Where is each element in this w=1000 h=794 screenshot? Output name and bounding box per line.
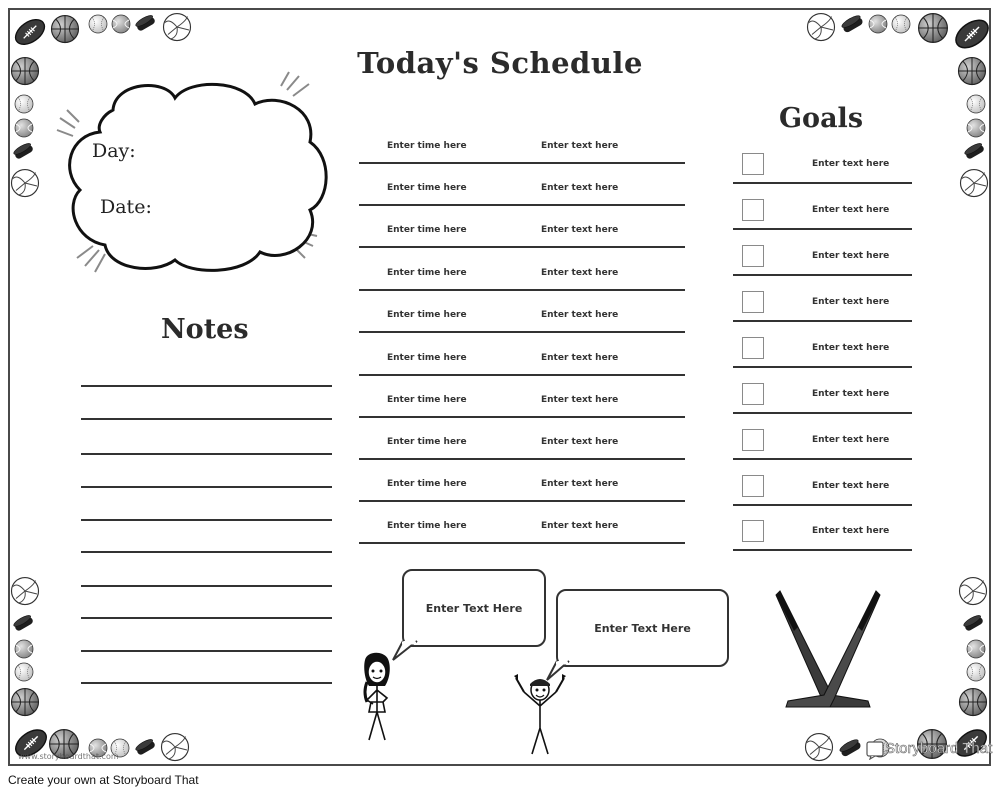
- schedule-time[interactable]: Enter time here: [387, 310, 467, 320]
- baseball-icon: [88, 14, 108, 34]
- schedule-text[interactable]: Enter text here: [541, 183, 619, 193]
- goal-line: [733, 366, 912, 368]
- schedule-row-line: [359, 331, 685, 333]
- hockey-puck-icon: [12, 140, 36, 164]
- left-speech-bubble[interactable]: [402, 569, 546, 647]
- tennis-ball-icon: [14, 639, 34, 659]
- schedule-text[interactable]: Enter text here: [541, 141, 619, 151]
- notes-line[interactable]: [81, 682, 332, 684]
- football-icon: [12, 14, 48, 50]
- schedule-text[interactable]: Enter text here: [541, 479, 619, 489]
- day-label: Day:: [92, 140, 136, 162]
- schedule-text[interactable]: Enter text here: [541, 521, 619, 531]
- tennis-ball-icon: [868, 14, 888, 34]
- goal-text[interactable]: Enter text here: [812, 481, 890, 491]
- basketball-icon: [50, 14, 80, 44]
- schedule-text[interactable]: Enter text here: [541, 353, 619, 363]
- notes-line[interactable]: [81, 551, 332, 553]
- right-speech-bubble[interactable]: [556, 589, 729, 667]
- schedule-text[interactable]: Enter text here: [541, 310, 619, 320]
- hockey-puck-icon: [963, 140, 987, 164]
- schedule-row-line: [359, 246, 685, 248]
- hockey-puck-icon: [840, 12, 866, 38]
- volleyball-icon: [958, 576, 988, 606]
- goal-checkbox[interactable]: [742, 153, 764, 175]
- schedule-row-line: [359, 374, 685, 376]
- baseball-icon: [14, 662, 34, 682]
- goal-checkbox[interactable]: [742, 245, 764, 267]
- volleyball-icon: [959, 168, 989, 198]
- hockey-puck-icon: [962, 612, 986, 636]
- baseball-icon: [891, 14, 911, 34]
- watermark-url: www.storyboardthat.com: [18, 752, 119, 761]
- goal-checkbox[interactable]: [742, 520, 764, 542]
- watermark-brand: Storyboard That: [885, 740, 993, 757]
- notes-line[interactable]: [81, 650, 332, 652]
- schedule-time[interactable]: Enter time here: [387, 268, 467, 278]
- goal-line: [733, 274, 912, 276]
- schedule-row-line: [359, 500, 685, 502]
- tennis-ball-icon: [966, 639, 986, 659]
- goal-line: [733, 504, 912, 506]
- hockey-puck-icon: [838, 736, 864, 762]
- girl-character-icon: [355, 652, 400, 747]
- storyboard-logo-icon: [865, 740, 885, 760]
- baseball-icon: [966, 94, 986, 114]
- volleyball-icon: [804, 732, 834, 762]
- schedule-text[interactable]: Enter text here: [541, 225, 619, 235]
- volleyball-icon: [10, 168, 40, 198]
- schedule-text[interactable]: Enter text here: [541, 268, 619, 278]
- schedule-time[interactable]: Enter time here: [387, 141, 467, 151]
- schedule-text[interactable]: Enter text here: [541, 437, 619, 447]
- notes-line[interactable]: [81, 385, 332, 387]
- volleyball-icon: [160, 732, 190, 762]
- goal-checkbox[interactable]: [742, 291, 764, 313]
- goal-text[interactable]: Enter text here: [812, 297, 890, 307]
- schedule-time[interactable]: Enter time here: [387, 183, 467, 193]
- goal-text[interactable]: Enter text here: [812, 343, 890, 353]
- schedule-row-line: [359, 162, 685, 164]
- footer-credit[interactable]: Create your own at Storyboard That: [8, 773, 199, 787]
- notes-line[interactable]: [81, 585, 332, 587]
- left-bubble-text: Enter Text Here: [425, 601, 523, 615]
- volleyball-icon: [162, 12, 192, 42]
- schedule-row-line: [359, 204, 685, 206]
- hockey-puck-icon: [134, 736, 158, 760]
- schedule-text[interactable]: Enter text here: [541, 395, 619, 405]
- goal-line: [733, 228, 912, 230]
- right-bubble-text: Enter Text Here: [594, 621, 691, 635]
- goal-text[interactable]: Enter text here: [812, 159, 890, 169]
- goal-line: [733, 549, 912, 551]
- schedule-time[interactable]: Enter time here: [387, 479, 467, 489]
- tennis-ball-icon: [14, 118, 34, 138]
- goal-line: [733, 412, 912, 414]
- notes-line[interactable]: [81, 617, 332, 619]
- goals-title: Goals: [779, 103, 864, 134]
- cloud-shape-icon: [55, 70, 345, 285]
- volleyball-icon: [806, 12, 836, 42]
- goal-text[interactable]: Enter text here: [812, 435, 890, 445]
- schedule-row-line: [359, 458, 685, 460]
- goal-text[interactable]: Enter text here: [812, 205, 890, 215]
- hockey-sticks-icon: [772, 585, 884, 715]
- boy-character-icon: [510, 672, 570, 758]
- tennis-ball-icon: [966, 118, 986, 138]
- notes-line[interactable]: [81, 418, 332, 420]
- notes-line[interactable]: [81, 486, 332, 488]
- baseball-icon: [966, 662, 986, 682]
- schedule-time[interactable]: Enter time here: [387, 225, 467, 235]
- tennis-ball-icon: [111, 14, 131, 34]
- hockey-puck-icon: [134, 12, 158, 36]
- notes-line[interactable]: [81, 453, 332, 455]
- notes-line[interactable]: [81, 519, 332, 521]
- schedule-row-line: [359, 289, 685, 291]
- schedule-time[interactable]: Enter time here: [387, 521, 467, 531]
- goal-line: [733, 182, 912, 184]
- volleyball-icon: [10, 576, 40, 606]
- schedule-time[interactable]: Enter time here: [387, 395, 467, 405]
- schedule-time[interactable]: Enter time here: [387, 353, 467, 363]
- goal-line: [733, 320, 912, 322]
- goal-checkbox[interactable]: [742, 429, 764, 451]
- goal-checkbox[interactable]: [742, 383, 764, 405]
- date-label: Date:: [100, 196, 152, 218]
- page-title: Today's Schedule: [357, 46, 643, 80]
- schedule-row-line: [359, 416, 685, 418]
- goal-checkbox[interactable]: [742, 199, 764, 221]
- day-date-cloud: [55, 70, 345, 290]
- basketball-icon: [917, 12, 949, 44]
- goal-text[interactable]: Enter text here: [812, 251, 890, 261]
- goal-line: [733, 458, 912, 460]
- hockey-puck-icon: [12, 612, 36, 636]
- goal-text[interactable]: Enter text here: [812, 389, 890, 399]
- goal-checkbox[interactable]: [742, 475, 764, 497]
- baseball-icon: [14, 94, 34, 114]
- notes-title: Notes: [161, 314, 249, 345]
- basketball-icon: [958, 687, 988, 717]
- schedule-row-line: [359, 542, 685, 544]
- goal-text[interactable]: Enter text here: [812, 526, 890, 536]
- goal-checkbox[interactable]: [742, 337, 764, 359]
- basketball-icon: [10, 687, 40, 717]
- schedule-time[interactable]: Enter time here: [387, 437, 467, 447]
